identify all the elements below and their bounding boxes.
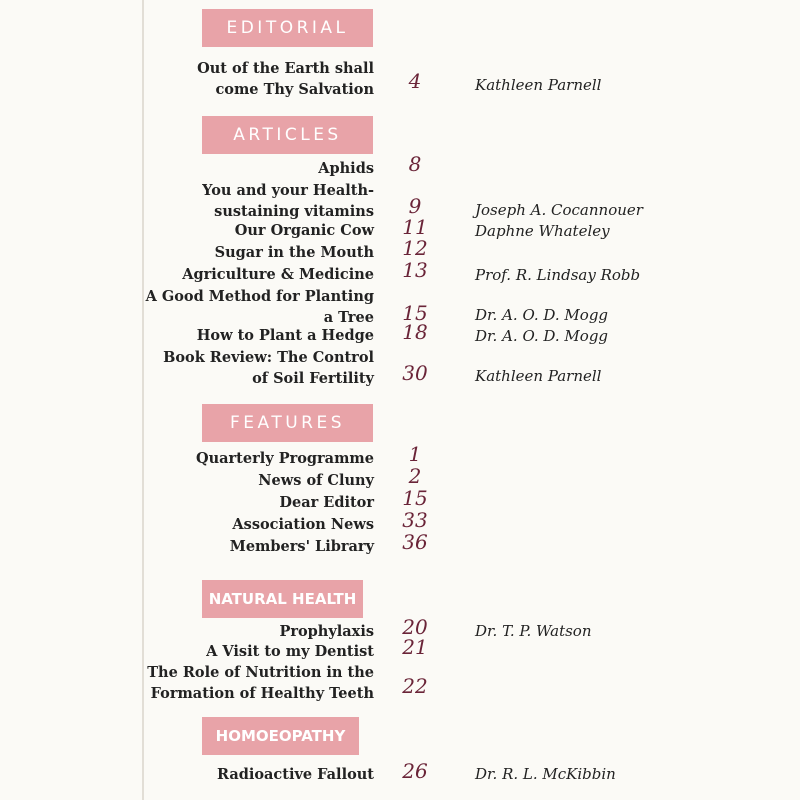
entry-title: Radioactive Fallout [216,766,374,783]
entry-title: News of Cluny [258,472,374,489]
section-banner-editorial [202,9,373,47]
author: Dr. R. L. McKibbin [475,765,616,783]
section-heading: FEATURES [229,413,345,433]
page-number: 15 [402,301,428,325]
entry-title: How to Plant a Hedge [196,327,374,344]
page-number: 36 [402,530,428,554]
entry-title: Aphids [318,160,374,177]
page-number: 22 [402,674,428,698]
author: Kathleen Parnell [475,367,602,385]
entry-title: Out of the Earth shall come Thy Salvation [197,60,374,98]
section-heading: NATURAL HEALTH [208,590,357,608]
entry-title: Quarterly Programme [195,450,374,467]
section-banner-natural-health [202,580,363,618]
page-number: 1 [408,442,422,466]
entry-title: Dear Editor [279,494,374,511]
page-number: 13 [402,258,428,282]
entry-title: The Role of Nutrition in the Formation of Healthy Teeth [147,664,374,702]
page-gutter-edge [142,0,144,800]
author: Dr. A. O. D. Mogg [475,306,609,324]
page-number: 20 [402,615,428,639]
page-number: 15 [402,486,428,510]
section-banner-articles [202,116,373,154]
author: Dr. A. O. D. Mogg [475,327,609,345]
entry-title: Sugar in the Mouth [214,244,374,261]
entry-title: Agriculture & Medicine [182,266,374,283]
section-heading: HOMOEOPATHY [215,727,346,745]
page-number: 8 [408,152,422,176]
page-number: 26 [402,759,428,783]
page-number: 4 [408,69,422,93]
section-banner-homoeopathy [202,717,359,755]
author: Prof. R. Lindsay Robb [475,266,641,284]
section-heading: ARTICLES [233,125,342,145]
author: Joseph A. Cocannouer [475,201,643,219]
entry-title: Prophylaxis [279,623,374,640]
page-number: 33 [402,508,428,532]
entry-title: Association News [232,516,374,533]
section-heading: EDITORIAL [226,18,349,38]
entry-title: You and your Health- sustaining vitamins [202,182,374,220]
entry-title: Members' Library [229,538,374,555]
entry-title: Our Organic Cow [234,222,374,239]
author: Daphne Whateley [475,222,610,240]
entry-title: Book Review: The Control of Soil Fertility [163,349,374,387]
page-number: 11 [402,215,428,239]
author: Kathleen Parnell [475,76,602,94]
author: Dr. T. P. Watson [475,622,592,640]
page-number: 18 [402,320,428,344]
page-number: 9 [408,194,422,218]
page-number: 12 [402,236,428,260]
section-banner-features [202,404,373,442]
page-number: 2 [408,464,422,488]
page-number: 30 [402,361,428,385]
page-number: 21 [402,635,428,659]
entry-title: A Visit to my Dentist [206,643,374,660]
entry-title: A Good Method for Planting a Tree [145,288,374,326]
